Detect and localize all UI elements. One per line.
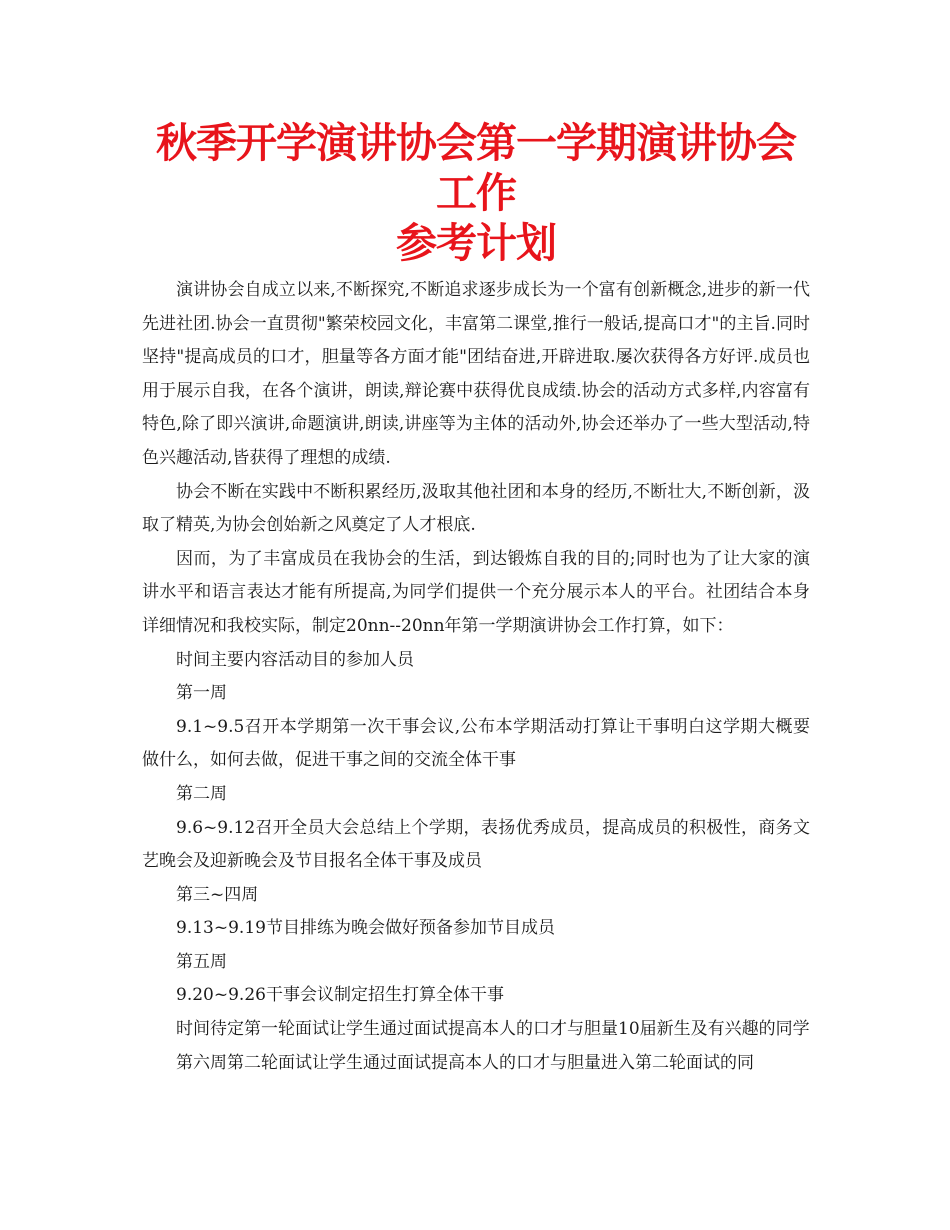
schedule-item-6: 第六周第二轮面试让学生通过面试提高本人的口才与胆量进入第二轮面试的同 xyxy=(176,1052,754,1073)
paragraph-intro: 演讲协会自成立以来,不断探究,不断追求逐步成长为一个富有创新概念,进步的新一代先进社团.协会一直贯彻"繁荣校园文化，丰富第二课堂,推行一般话,提高口才"的主旨.同时坚持"提高成员的口才，胆量等各方面才能"团结奋进,开辟进取.屡次获得各方好评.成员也用于展示自我，在各个演讲，朗读,辩论赛中获得优良成绩.协会的活动方式多样,内容富有特色,除了即兴演讲,命题演讲,朗读,讲座等为主体的活动外,协会还举办了一些大型活动,特色兴趣活动,皆获得了理想的成绩. xyxy=(142,280,810,468)
document-body xyxy=(142,274,810,1080)
title-line-1: 秋季开学演讲协会第一学期演讲协会工作 xyxy=(156,119,796,217)
schedule-item-1: 9.1~9.5召开本学期第一次干事会议,公布本学期活动打算让干事明白这学期大概要做什么，如何去做，促进干事之间的交流全体干事 xyxy=(142,716,810,771)
paragraph-purpose: 因而，为了丰富成员在我协会的生活，到达锻炼自我的目的;同时也为了让大家的演讲水平和语言表达才能有所提高,为同学们提供一个充分展示本人的平台。社团结合本身详细情况和我校实际，制定20nn--20nn年第一学期演讲协会工作打算，如下： xyxy=(142,548,810,636)
title-line-2: 参考计划 xyxy=(396,219,556,267)
schedule-header: 时间主要内容活动目的参加人员 xyxy=(176,649,414,670)
schedule-week-1: 第一周 xyxy=(176,683,227,704)
schedule-item-3: 9.13~9.19节目排练为晚会做好预备参加节目成员 xyxy=(176,918,555,939)
paragraph-practice: 协会不断在实践中不断积累经历,汲取其他社团和本身的经历,不断壮大,不断创新，汲取了精英,为协会创始新之风奠定了人才根底. xyxy=(142,481,810,536)
schedule-item-2: 9.6~9.12召开全员大会总结上个学期，表扬优秀成员，提高成员的积极性，商务文艺晚会及迎新晚会及节目报名全体干事及成员 xyxy=(142,817,810,872)
schedule-item-4: 9.20~9.26干事会议制定招生打算全体干事 xyxy=(176,985,504,1006)
document-page xyxy=(142,118,810,1080)
schedule-week-2: 第二周 xyxy=(176,783,227,804)
schedule-week-3-4: 第三~四周 xyxy=(176,884,259,905)
schedule-week-5: 第五周 xyxy=(176,951,227,972)
schedule-item-5: 时间待定第一轮面试让学生通过面试提高本人的口才与胆量10届新生及有兴趣的同学 xyxy=(176,1019,810,1040)
document-title xyxy=(142,118,810,268)
